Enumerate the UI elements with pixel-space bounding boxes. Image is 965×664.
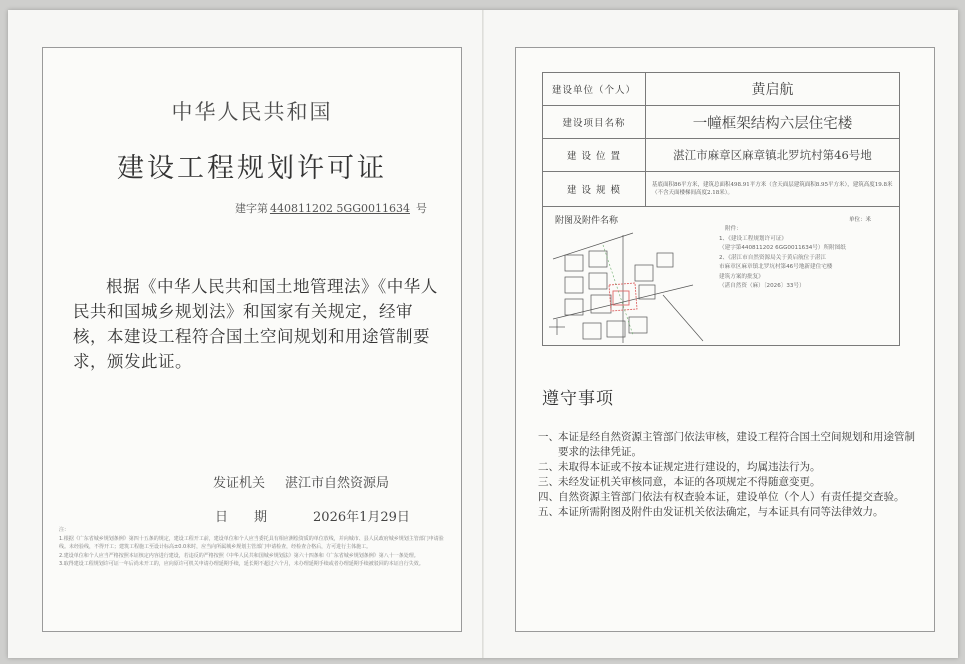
- footnote: 2.建设单位和个人应当严格按照本证核定内容进行建设，若违反的严格按照《中华人民共和国城乡规划法》第六十四条和《广东省城乡规划条例》第八十一条处理。: [59, 552, 419, 559]
- issuer-value: 湛江市自然资源局: [285, 476, 390, 491]
- rule-number: 二、: [538, 461, 559, 473]
- footnote: 注：: [59, 527, 70, 533]
- cert-number-value: 440811202 5GG0011634: [269, 202, 410, 215]
- unit-label: 单位：米: [848, 217, 871, 223]
- project-info-table: [542, 72, 900, 346]
- table-row: [543, 139, 899, 172]
- attachment-line: 市麻章区麻章镇北罗坑村第46号地新建住宅楼: [719, 264, 833, 270]
- attachments-list: [707, 225, 887, 317]
- obey-matters-title: 遵守事项: [542, 389, 614, 409]
- attachments-label: 附图及附件名称: [555, 216, 619, 226]
- row-value: 湛江市麻章区麻章镇北罗坑村第46号地: [673, 148, 872, 162]
- row-label: 建 设 位 置: [543, 139, 646, 171]
- certificate-number: [235, 200, 427, 216]
- cert-suffix: 号: [416, 202, 427, 215]
- row-value: 基底面积86平方米，建筑总面积498.91平方米（含天面层建筑面积8.95平方米），建筑高度19.8米（不含天面楼梯间高度2.18米）。: [652, 182, 893, 196]
- country-name: 中华人民共和国: [171, 100, 333, 124]
- rule-number: 五、: [538, 506, 559, 518]
- date-label-2: 期: [254, 510, 268, 525]
- attachments-heading: 附件：: [725, 226, 742, 232]
- table-row: [543, 106, 899, 139]
- list-item: [538, 505, 916, 520]
- footnotes: [59, 526, 447, 569]
- table-row: [543, 73, 899, 106]
- rule-number: 一、: [538, 431, 559, 443]
- rule-text: 自然资源主管部门依法有权查验本证，建设单位（个人）有责任提交查验。: [558, 491, 905, 503]
- rule-text: 本证所需附图及附件由发证机关依法确定，与本证具有同等法律效力。: [558, 506, 884, 518]
- row-label: 建设项目名称: [543, 106, 646, 138]
- rule-number: 三、: [538, 476, 559, 488]
- attachment-line: 1、《建设工程规划许可证》: [719, 235, 787, 242]
- list-item: [538, 460, 916, 475]
- attachments-row: [543, 207, 899, 345]
- issue-date: [215, 506, 410, 525]
- table-row: [543, 172, 899, 207]
- center-fold: [482, 10, 484, 658]
- issuer-label: 发证机关: [213, 476, 266, 491]
- obey-matters-list: [538, 430, 916, 520]
- attachment-line: （建字第440811202 6GG0011634号）所附图纸: [719, 245, 846, 251]
- attachment-line: （湛自然资（麻）〔2026〕33号）: [719, 283, 805, 289]
- cert-prefix: 建字第: [234, 202, 268, 215]
- certificate-title: 建设工程规划许可证: [117, 153, 387, 184]
- certificate-right-page: [515, 47, 935, 632]
- rule-number: 四、: [538, 491, 559, 503]
- certificate-left-page: [42, 47, 462, 632]
- list-item: [538, 490, 916, 505]
- row-value: 黄启航: [751, 82, 794, 98]
- issuing-authority: [213, 472, 389, 491]
- row-label: 建设单位（个人）: [543, 73, 646, 105]
- site-plan-drawing: [543, 225, 713, 343]
- rule-text: 本证是经自然资源主管部门依法审核，建设工程符合国土空间规划和用途管制要求的法律凭证。: [558, 431, 915, 458]
- date-value: 2026年1月29日: [313, 510, 410, 525]
- row-label: 建 设 规 模: [543, 172, 646, 206]
- footnote: 1.根据《广东省城乡规划条例》第四十五条的规定，建设工程开工前，建设单位和个人应当委托具有相应测绘资质的单位放线，并向城市、县人民政府城乡规划主管部门申请验线。未经验线，不得开工；建筑工程施工至设计标高±0.0米时，应当向所属城乡规划主管部门申请检查，经检查合格后，方可进行主体施工。: [59, 535, 444, 550]
- row-value: 一幢框架结构六层住宅楼: [692, 115, 853, 132]
- rule-text: 未取得本证或不按本证规定进行建设的，均属违法行为。: [558, 461, 821, 473]
- rule-text: 未经发证机关审核同意，本证的各项规定不得随意变更。: [558, 476, 821, 488]
- list-item: [538, 430, 916, 460]
- attachment-line: 2、《湛江市自然资源局关于黄启航位于湛江: [719, 254, 827, 261]
- list-item: [538, 475, 916, 490]
- date-label-1: 日: [215, 510, 229, 525]
- attachment-line: 建筑方案的批复》: [719, 273, 764, 280]
- certificate-body: 根据《中华人民共和国土地管理法》《中华人民共和国城乡规划法》和国家有关规定，经审核，本建设工程符合国土空间规划和用途管制要求，颁发此证。: [73, 277, 438, 371]
- footnote: 3.取得建设工程规划许可证一年后尚未开工的，应向原许可机关申请办理延期手续，延长期不超过六个月，未办理延期手续或者办理延期手续被驳回的本证自行失效。: [59, 561, 424, 567]
